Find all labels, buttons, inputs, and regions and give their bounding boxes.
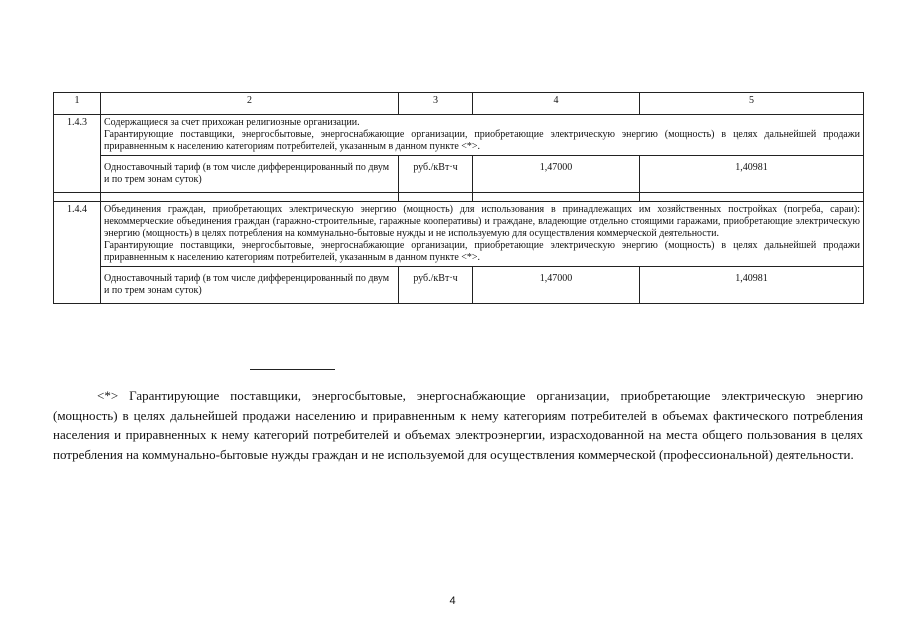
column-header: 4	[473, 93, 640, 115]
page-number: 4	[449, 595, 456, 607]
tariff-table	[53, 92, 864, 304]
column-header: 3	[399, 93, 473, 115]
tariff-name: Одноставочный тариф (в том числе дифференцированный по двум и по трем зонам суток)	[101, 267, 399, 304]
table-spacer-row	[54, 193, 864, 202]
tariff-name: Одноставочный тариф (в том числе дифференцированный по двум и по трем зонам суток)	[101, 156, 399, 193]
column-header: 1	[54, 93, 101, 115]
tariff-unit: руб./кВт·ч	[399, 156, 473, 193]
section-number: 1.4.4	[54, 202, 101, 304]
tariff-value-col5: 1,40981	[640, 267, 864, 304]
footnote-text: <*> Гарантирующие поставщики, энергосбытовые, энергоснабжающие организации, приобретающие электрическую энергию (мощность) в целях дальнейшей продажи населению и приравненным к нему категориям потребителей в объемах фактического потребления населения и приравненных к нему категорий потребителей и объемах электроэнергии, израсходованной на места общего пользования в целях потребления на коммунально-бытовые нужды граждан и не используемой для осуществления коммерческой (профессиональной) деятельности.	[53, 388, 863, 462]
tariff-unit: руб./кВт·ч	[399, 267, 473, 304]
table-row	[54, 267, 864, 304]
description-line: Содержащиеся за счет прихожан религиозные организации.	[104, 117, 360, 128]
column-header: 5	[640, 93, 864, 115]
table-header-row	[54, 93, 864, 115]
description-line: Гарантирующие поставщики, энергосбытовые, энергоснабжающие организации, приобретающие электрическую энергию (мощность) в целях дальнейшей продажи приравненным к населению категориям потребителей, указанным в данном пункте <*>.	[104, 129, 860, 152]
tariff-value-col5: 1,40981	[640, 156, 864, 193]
table-row	[54, 156, 864, 193]
tariff-value-col4: 1,47000	[473, 267, 640, 304]
column-header: 2	[101, 93, 399, 115]
tariff-value-col4: 1,47000	[473, 156, 640, 193]
section-description	[101, 202, 864, 267]
section-description	[101, 115, 864, 156]
description-line: Гарантирующие поставщики, энергосбытовые, энергоснабжающие организации, приобретающие электрическую энергию (мощность) в целях дальнейшей продажи приравненным к населению категориям потребителей, указанным в данном пункте <*>.	[104, 240, 860, 263]
table-row	[54, 202, 864, 267]
table-row	[54, 115, 864, 156]
description-line: Объединения граждан, приобретающих электрическую энергию (мощность) для использования в принадлежащих им хозяйственных постройках (погреба, сараи): некоммерческие объединения граждан (гаражно-строительные, гаражные кооперативы) и граждане, владеющие отдельно стоящими гаражами, приобретающие электрическую энергию (мощность) в целях потребления на коммунально-бытовые нужды и не используемую для осуществления коммерческой деятельности.	[104, 204, 860, 239]
footnote-separator	[250, 369, 335, 370]
section-number: 1.4.3	[54, 115, 101, 193]
